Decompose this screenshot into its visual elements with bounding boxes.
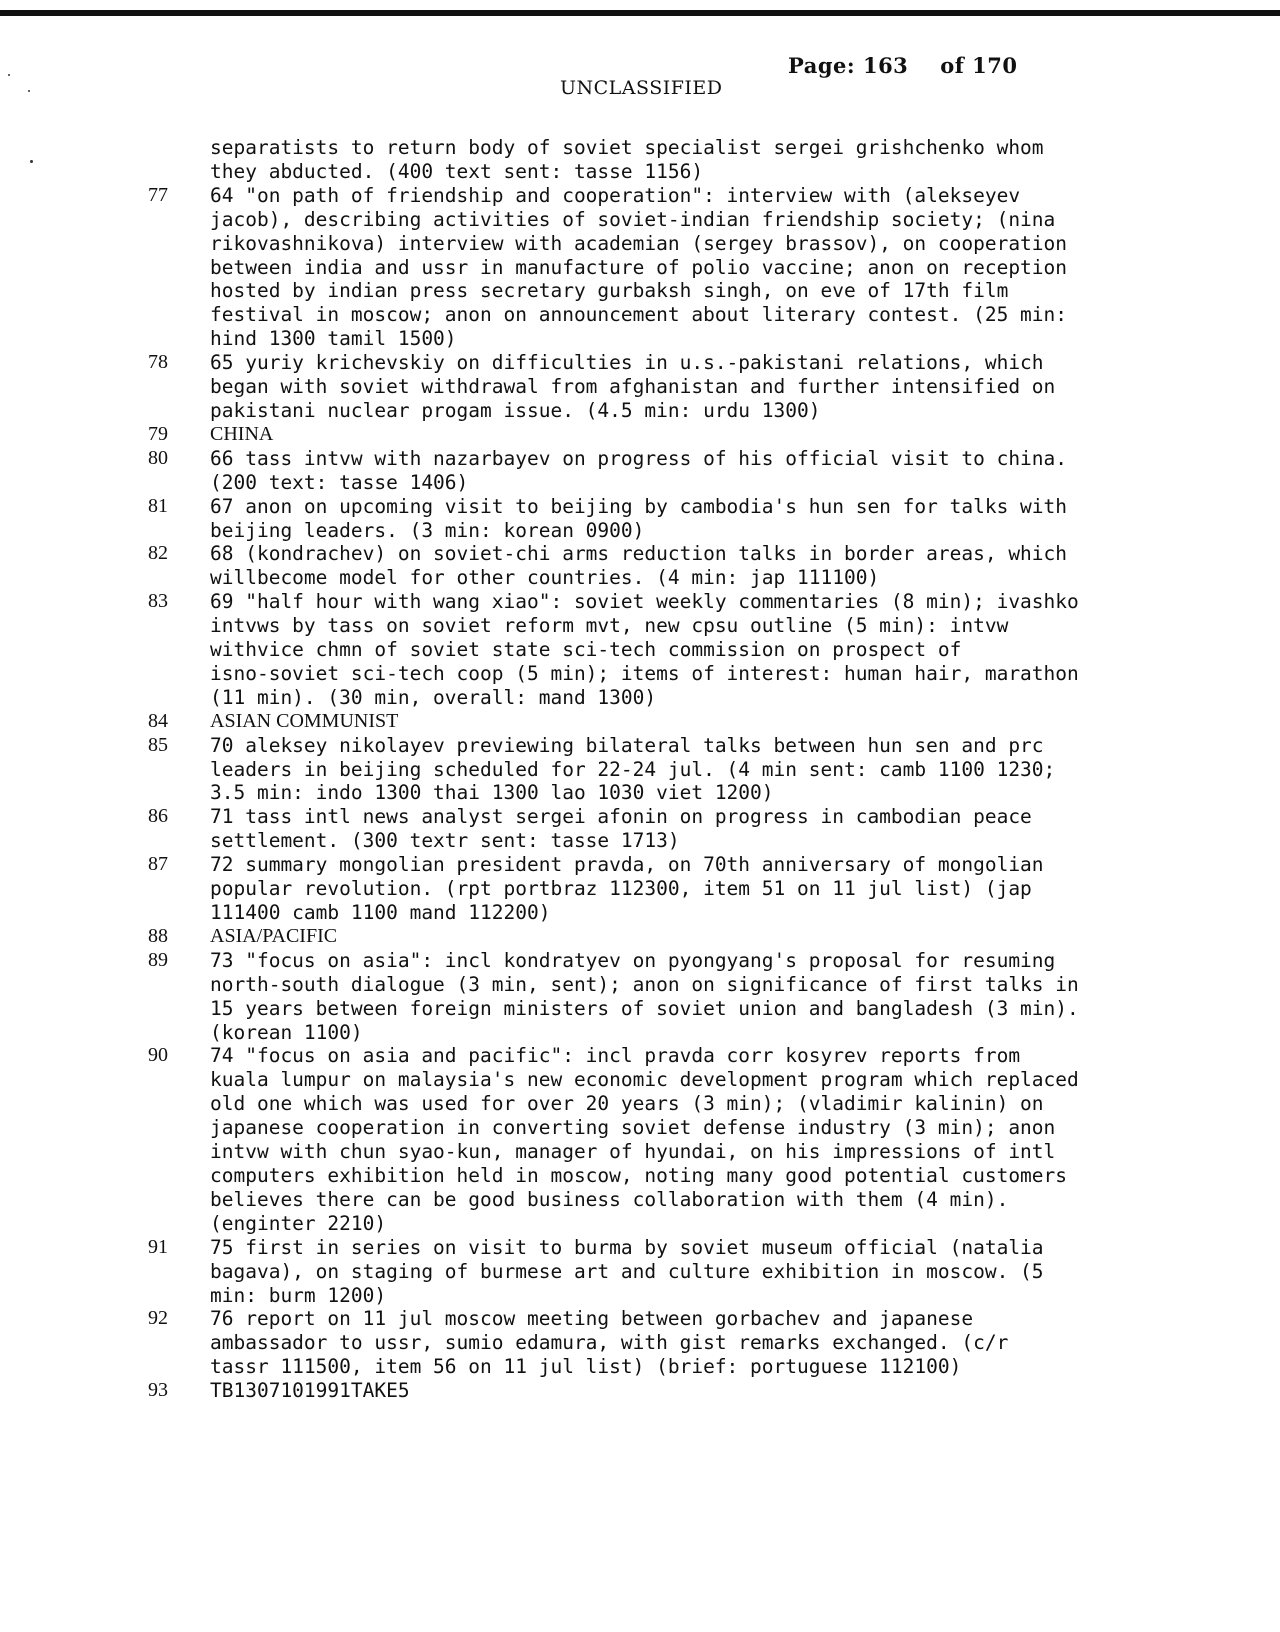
- list-item: [148, 447, 1168, 495]
- line-number: 78: [148, 351, 168, 374]
- line-number: 80: [148, 446, 168, 469]
- entry-text: 76 report on 11 jul moscow meeting between gorbachev and japanese ambassador to ussr, sumio edamura, with gist remarks exchanged. (c/r tassr 111500, item 56 on 11 jul list) (brief: portuguese 112100): [210, 1307, 1009, 1379]
- entry-text: ASIAN COMMUNIST: [210, 709, 399, 732]
- entry-text: 68 (kondrachev) on soviet-chi arms reduction talks in border areas, which willbecome model for other countries. (4 min: jap 111100): [210, 542, 1068, 590]
- line-number: 83: [148, 590, 168, 613]
- line-number: 87: [148, 853, 168, 876]
- entry-text: 71 tass intl news analyst sergei afonin on progress in cambodian peace settlement. (300 textr sent: tasse 1713): [210, 805, 1032, 853]
- entry-text: CHINA: [210, 422, 274, 445]
- list-item: [148, 949, 1168, 1045]
- entry-text: 74 "focus on asia and pacific": incl pravda corr kosyrev reports from kuala lumpur on malaysia's new economic development program which replaced old one which was used for over 20 years (3 min); (vladimir kalinin) on japanese cooperation in converting soviet defense industry (3 min); anon intvw with chun syao-kun, manager of hyundai, on his impressions of intl computers exhibition held in moscow, noting many good potential customers believes there can be good business collaboration with them (4 min). (enginter 2210): [210, 1044, 1079, 1235]
- scan-speck: [30, 160, 33, 163]
- entry-text: 70 aleksey nikolayev previewing bilateral talks between hun sen and prc leaders in beijing scheduled for 22-24 jul. (4 min sent: camb 1100 1230; 3.5 min: indo 1300 thai 1300 lao 1030 viet 1200): [210, 733, 1056, 805]
- page-number: 163: [862, 53, 909, 78]
- page-indicator: [788, 53, 1018, 78]
- list-item: [148, 590, 1168, 710]
- list-item: [148, 1236, 1168, 1308]
- entry-text: 65 yuriy krichevskiy on difficulties in u.s.-pakistani relations, which began with soviet withdrawal from afghanistan and further intensified on pakistani nuclear progam issue. (4.5 min: urdu 1300): [210, 351, 1056, 422]
- entry-text: 67 anon on upcoming visit to beijing by cambodia's hun sen for talks with beijing leaders. (3 min: korean 0900): [210, 494, 1068, 542]
- list-item: [148, 542, 1168, 590]
- list-item: [148, 351, 1168, 423]
- list-item: [148, 1307, 1168, 1379]
- line-number: 90: [148, 1044, 168, 1067]
- list-item: [148, 1044, 1168, 1235]
- line-number: 84: [148, 709, 168, 732]
- entry-text: 64 "on path of friendship and cooperation": interview with (alekseyev jacob), describing activities of soviet-indian friendship society; (nina rikovashnikova) interview with academian (sergey brassov), on cooperation between india and ussr in manufacture of polio vaccine; anon on reception hosted by indian press secretary gurbaksh singh, on eve of 17th film festival in moscow; anon on announcement about literary contest. (25 min: hind 1300 tamil 1500): [210, 183, 1068, 351]
- page-total: 170: [972, 53, 1018, 78]
- entry-text: separatists to return body of soviet specialist sergei grishchenko whom they abducted. (400 text sent: tasse 1156): [210, 136, 1044, 183]
- scan-speck: [8, 74, 10, 76]
- line-number: 82: [148, 542, 168, 565]
- line-number: 92: [148, 1307, 168, 1330]
- list-item: [148, 853, 1168, 925]
- entry-text: TB1307101991TAKE5: [210, 1379, 410, 1403]
- list-item: [148, 710, 1168, 734]
- line-number: 77: [148, 183, 168, 206]
- line-number: 85: [148, 733, 168, 756]
- line-number: 79: [148, 422, 168, 445]
- entry-text: 66 tass intvw with nazarbayev on progress of his official visit to china. (200 text: tasse 1406): [210, 446, 1068, 494]
- document-body: [148, 136, 1168, 1403]
- list-item: [148, 184, 1168, 351]
- line-number: 81: [148, 494, 168, 517]
- list-item: [148, 1379, 1168, 1403]
- top-border-rule: [0, 10, 1280, 16]
- line-number: 89: [148, 948, 168, 971]
- line-number: 91: [148, 1235, 168, 1258]
- entry-text: 69 "half hour with wang xiao": soviet weekly commentaries (8 min); ivashko intvws by tass on soviet reform mvt, new cpsu outline (5 min): intvw withvice chmn of soviet state sci-tech commission on prospect of isno-soviet sci-tech coop (5 min); items of interest: human hair, marathon (11 min). (30 min, overall: mand 1300): [210, 590, 1079, 709]
- line-number: 88: [148, 924, 168, 947]
- classification-label: UNCLASSIFIED: [560, 77, 723, 99]
- entry-text: 75 first in series on visit to burma by soviet museum official (natalia bagava), on staging of burmese art and culture exhibition in moscow. (5 min: burm 1200): [210, 1235, 1044, 1307]
- list-item: [148, 136, 1168, 184]
- entry-text: 73 "focus on asia": incl kondratyev on pyongyang's proposal for resuming north-south dialogue (3 min, sent); anon on significance of first talks in 15 years between foreign ministers of soviet union and bangladesh (3 min). (korean 1100): [210, 948, 1079, 1044]
- page-label: Page:: [788, 53, 856, 78]
- entry-text: 72 summary mongolian president pravda, on 70th anniversary of mongolian popular revolution. (rpt portbraz 112300, item 51 on 11 jul list) (jap 111400 camb 1100 mand 112200): [210, 853, 1044, 924]
- entry-text: ASIA/PACIFIC: [210, 924, 338, 947]
- line-number: 86: [148, 805, 168, 828]
- list-item: [148, 423, 1168, 447]
- of-label: of: [940, 53, 965, 78]
- scan-speck: [28, 90, 30, 92]
- list-item: [148, 734, 1168, 806]
- list-item: [148, 495, 1168, 543]
- list-item: [148, 925, 1168, 949]
- line-number: 93: [148, 1379, 168, 1402]
- list-item: [148, 805, 1168, 853]
